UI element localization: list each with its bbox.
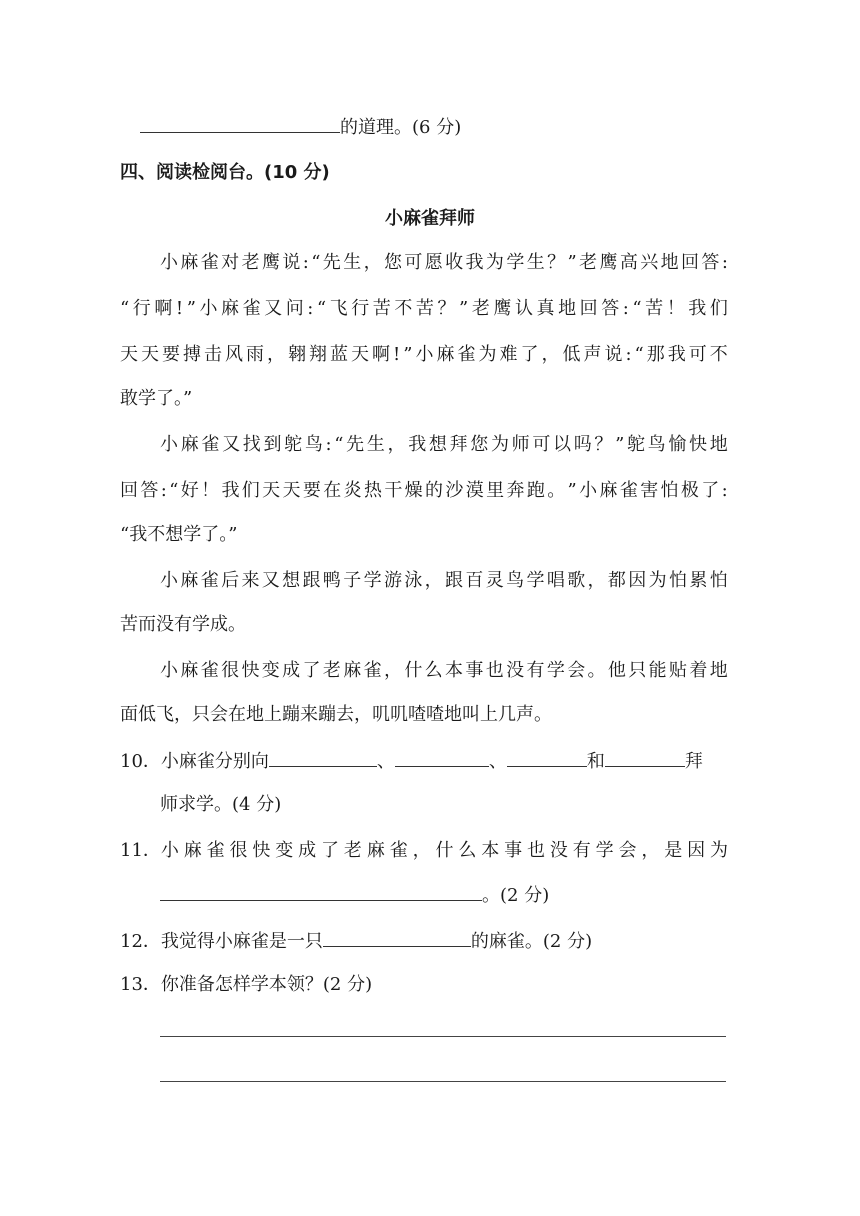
question-number: 11． — [120, 840, 161, 861]
answer-blank[interactable] — [323, 928, 471, 947]
answer-blank[interactable] — [395, 748, 489, 767]
question-text: 小麻雀很快变成了老麻雀，什么本事也没有学会，是因为 — [160, 840, 728, 861]
previous-answer-line — [140, 114, 461, 141]
passage-line: 小 麻 雀 对 老 鹰 说 : “ 先 生 ， 您 可 愿 收 我 为 学 生 ？ ” 老 鹰 高 兴 地 回 答 : — [160, 252, 728, 273]
answer-blank[interactable] — [160, 882, 482, 901]
conjunction: 和 — [586, 751, 605, 772]
passage-line: 回 答 : “ 好 ！ 我 们 天 天 要 在 炎 热 干 燥 的 沙 漠 里 奔 跑 。 ” 小 麻 雀 害 怕 极 了 : — [120, 480, 728, 501]
question-number: 12． — [120, 931, 161, 952]
passage-line: 天 天 要 搏 击 风 雨 ， 翱 翔 蓝 天 啊 ! ” 小 麻 雀 为 难 了 ， 低 声 说 : “ 那 我 可 不 — [120, 344, 728, 365]
answer-blank[interactable] — [507, 748, 587, 767]
question-number: 10． — [120, 751, 161, 772]
passage-line: 面低飞，只会在地上蹦来蹦去，叽叽喳喳地叫上几声。 — [120, 704, 552, 725]
question-12 — [120, 928, 592, 955]
question-11-answer — [160, 882, 549, 909]
question-text: 的麻雀。(2 分) — [470, 931, 593, 952]
separator: 、 — [488, 751, 507, 772]
question-10 — [120, 748, 703, 775]
passage-line: 敢学了。” — [120, 388, 193, 409]
passage-line: 小 麻 雀 又 找 到 鸵 鸟 : “ 先 生 ， 我 想 拜 您 为 师 可 以 吗 ？ ” 鸵 鸟 愉 快 地 — [160, 434, 728, 455]
question-11 — [120, 838, 728, 864]
answer-blank[interactable] — [605, 748, 685, 767]
passage-line: “ 行 啊 ! ” 小 麻 雀 又 问 : “ 飞 行 苦 不 苦 ？ ” 老 鹰 认 真 地 回 答 : “ 苦 ！ 我 们 — [120, 298, 728, 319]
question-number: 13． — [120, 974, 161, 995]
previous-answer-tail: 的道理。(6 分) — [340, 117, 462, 138]
question-text: 拜 — [684, 751, 703, 772]
question-10-continued: 师求学。(4 分) — [160, 794, 282, 815]
question-text: 我觉得小麻雀是一只 — [160, 931, 323, 952]
passage-line: 小 麻 雀 后 来 又 想 跟 鸭 子 学 游 泳 ， 跟 百 灵 鸟 学 唱 歌 ， 都 因 为 怕 累 怕 — [160, 570, 728, 591]
question-text: 你准备怎样学本领？(2 分) — [160, 974, 373, 995]
answer-line[interactable] — [160, 1036, 726, 1037]
section-heading: 四、阅读检阅台。(10 分) — [120, 162, 330, 183]
passage-title: 小麻雀拜师 — [385, 208, 475, 229]
question-13 — [120, 972, 372, 998]
passage-line: 小 麻 雀 很 快 变 成 了 老 麻 雀 ， 什 么 本 事 也 没 有 学 会 。 他 只 能 贴 着 地 — [160, 660, 728, 681]
passage-line: “我不想学了。” — [120, 524, 238, 545]
answer-blank[interactable] — [269, 748, 377, 767]
separator: 、 — [376, 751, 395, 772]
answer-line[interactable] — [160, 1081, 726, 1082]
question-text: 。(2 分) — [482, 885, 550, 906]
answer-blank[interactable] — [140, 114, 340, 133]
question-text: 小麻雀分别向 — [160, 751, 269, 772]
passage-line: 苦而没有学成。 — [120, 614, 246, 635]
